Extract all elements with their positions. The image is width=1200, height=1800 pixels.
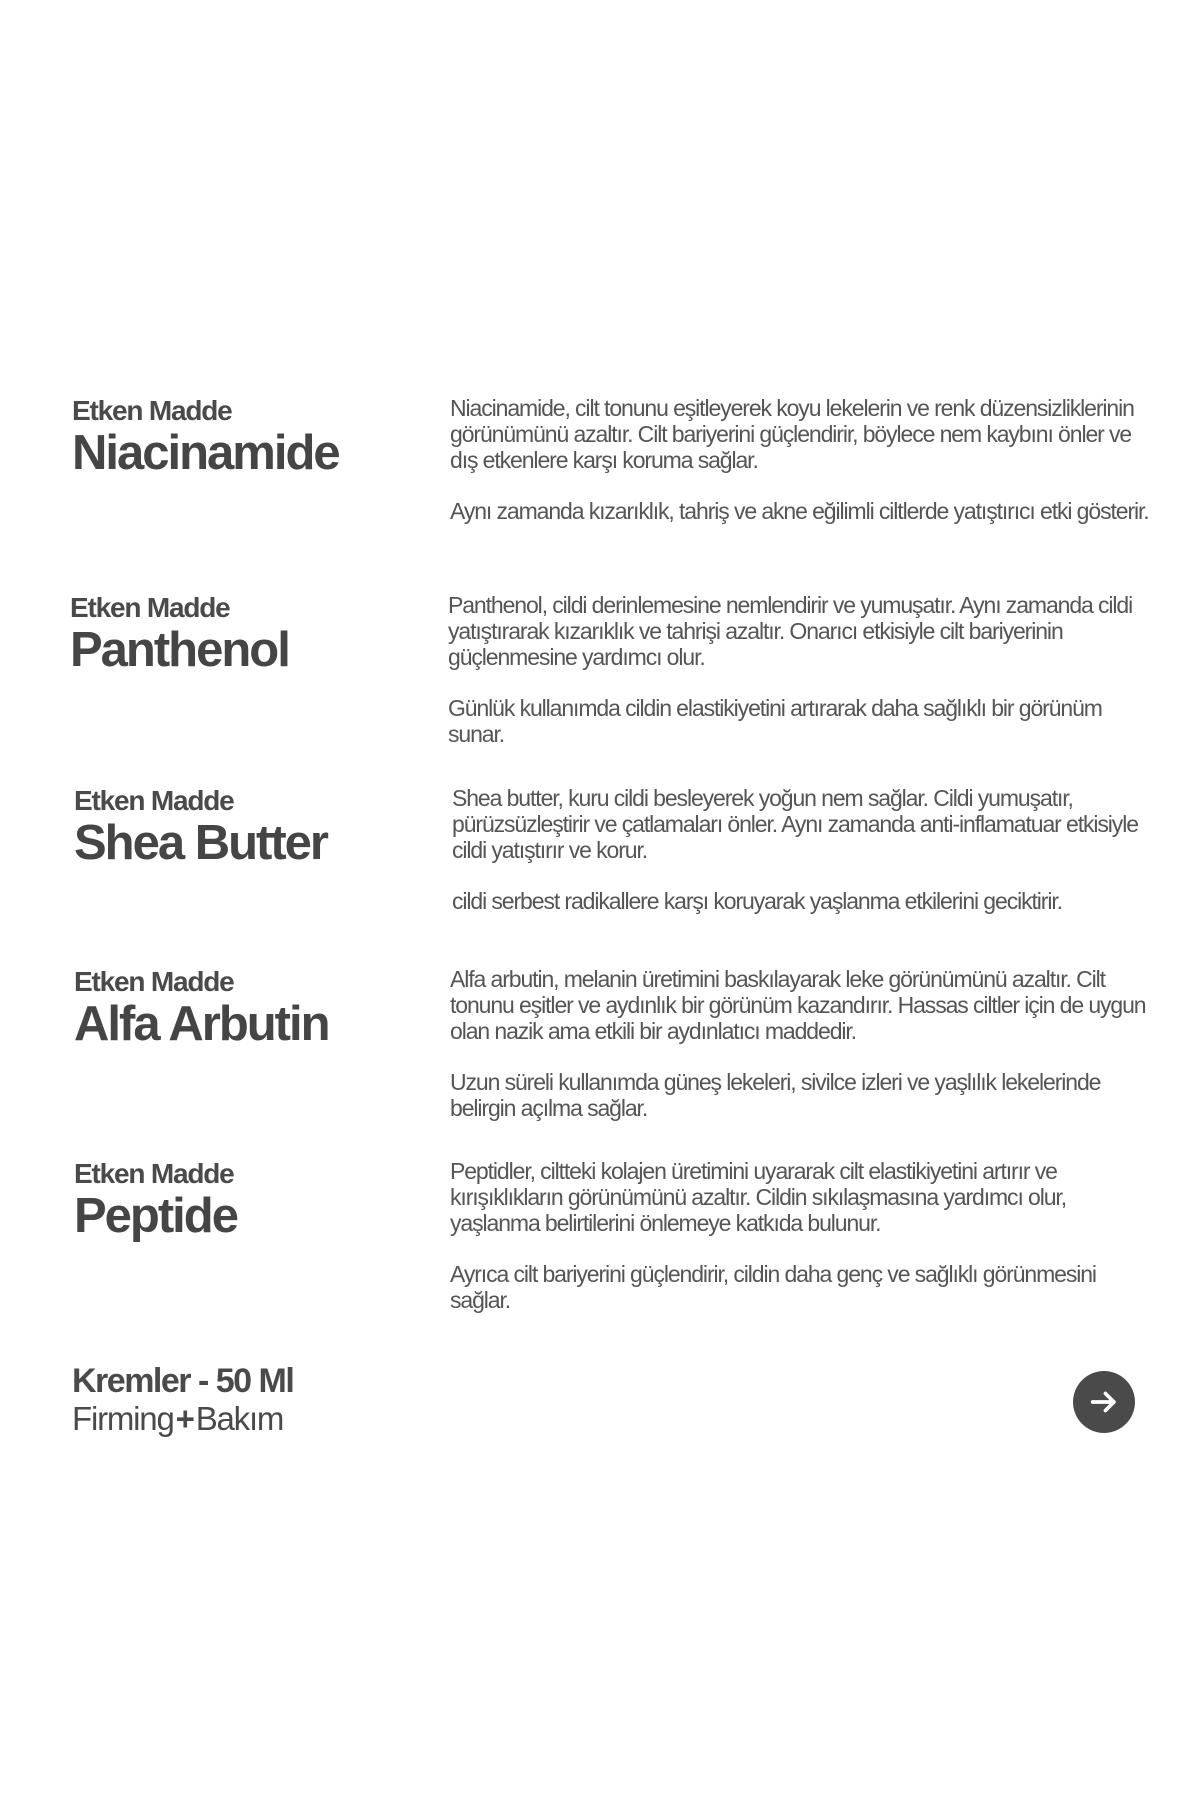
ingredient-description [450, 395, 1150, 549]
description-paragraph: Shea butter, kuru cildi besleyerek yoğun nem sağlar. Cildi yumuşatır, pürüzsüzleştirir ve çatlamaları önler. Aynı zamanda anti-inflamatuar etkisiyle cildi yatıştırır ve korur. [452, 785, 1138, 863]
description-paragraph: Peptidler, ciltteki kolajen üretimini uyararak cilt elastikiyetini artırır ve kırışıklıkların görünümünü azaltır. Cildin sıkılaşmasına yardımcı olur, yaşlanma belirtilerini önlemeye katkıda bulunur. [450, 1158, 1066, 1236]
ingredient-eyebrow: Etken Madde [70, 592, 230, 623]
description-paragraph: Uzun süreli kullanımda güneş lekeleri, sivilce izleri ve yaşlılık lekelerinde belirgin açılma sağlar. [450, 1069, 1101, 1121]
description-paragraph: Aynı zamanda kızarıklık, tahriş ve akne eğilimli ciltlerde yatıştırıcı etki gösterir. [450, 498, 1149, 524]
product-line [72, 1400, 472, 1438]
description-paragraph: cildi serbest radikallere karşı koruyarak yaşlanma etkilerini geciktirir. [452, 888, 1062, 914]
description-paragraph: Niacinamide, cilt tonunu eşitleyerek koyu lekelerin ve renk düzensizliklerinin görünümünü azaltır. Cilt bariyerini güçlendirir, böylece nem kaybını önler ve dış etkenlere karşı koruma sağlar. [450, 395, 1134, 473]
ingredient-label [72, 395, 412, 479]
next-button[interactable] [1073, 1371, 1135, 1433]
ingredient-label [70, 592, 410, 676]
ingredient-title: Niacinamide [72, 426, 339, 480]
description-paragraph: Ayrıca cilt bariyerini güçlendirir, cildin daha genç ve sağlıklı görünmesini sağlar. [450, 1261, 1096, 1313]
ingredient-title: Alfa Arbutin [74, 997, 329, 1051]
description-paragraph: Günlük kullanımda cildin elastikiyetini artırarak daha sağlıklı bir görünüm sunar. [448, 695, 1102, 747]
product-footer [72, 1362, 472, 1438]
ingredient-eyebrow: Etken Madde [74, 785, 234, 816]
description-paragraph: Alfa arbutin, melanin üretimini baskılayarak leke görünümünü azaltır. Cilt tonunu eşitler ve aydınlık bir görünüm kazandırır. Hassas ciltler için de uygun olan nazik ama etkili bir aydınlatıcı maddedir. [450, 966, 1146, 1044]
product-category: Kremler - 50 Ml [72, 1362, 294, 1400]
ingredient-label [74, 785, 414, 869]
ingredient-description [452, 785, 1152, 939]
ingredient-description [448, 592, 1148, 772]
product-line-suffix: Bakım [195, 1400, 284, 1437]
ingredient-description [450, 1158, 1150, 1338]
description-paragraph: Panthenol, cildi derinlemesine nemlendirir ve yumuşatır. Aynı zamanda cildi yatıştırarak kızarıklık ve tahrişi azaltır. Onarıcı etkisiyle cilt bariyerinin güçlenmesine yardımcı olur. [448, 592, 1133, 670]
ingredient-label [74, 966, 414, 1050]
arrow-right-icon [1087, 1385, 1121, 1419]
plus-sign: + [175, 1400, 194, 1437]
ingredient-eyebrow: Etken Madde [72, 395, 232, 426]
ingredient-title: Panthenol [70, 623, 289, 677]
ingredient-title: Shea Butter [74, 816, 328, 870]
ingredient-eyebrow: Etken Madde [74, 1158, 234, 1189]
ingredient-label [74, 1158, 414, 1242]
ingredient-eyebrow: Etken Madde [74, 966, 234, 997]
product-line-prefix: Firming [72, 1400, 174, 1437]
ingredient-description [450, 966, 1150, 1146]
ingredient-title: Peptide [74, 1189, 237, 1243]
